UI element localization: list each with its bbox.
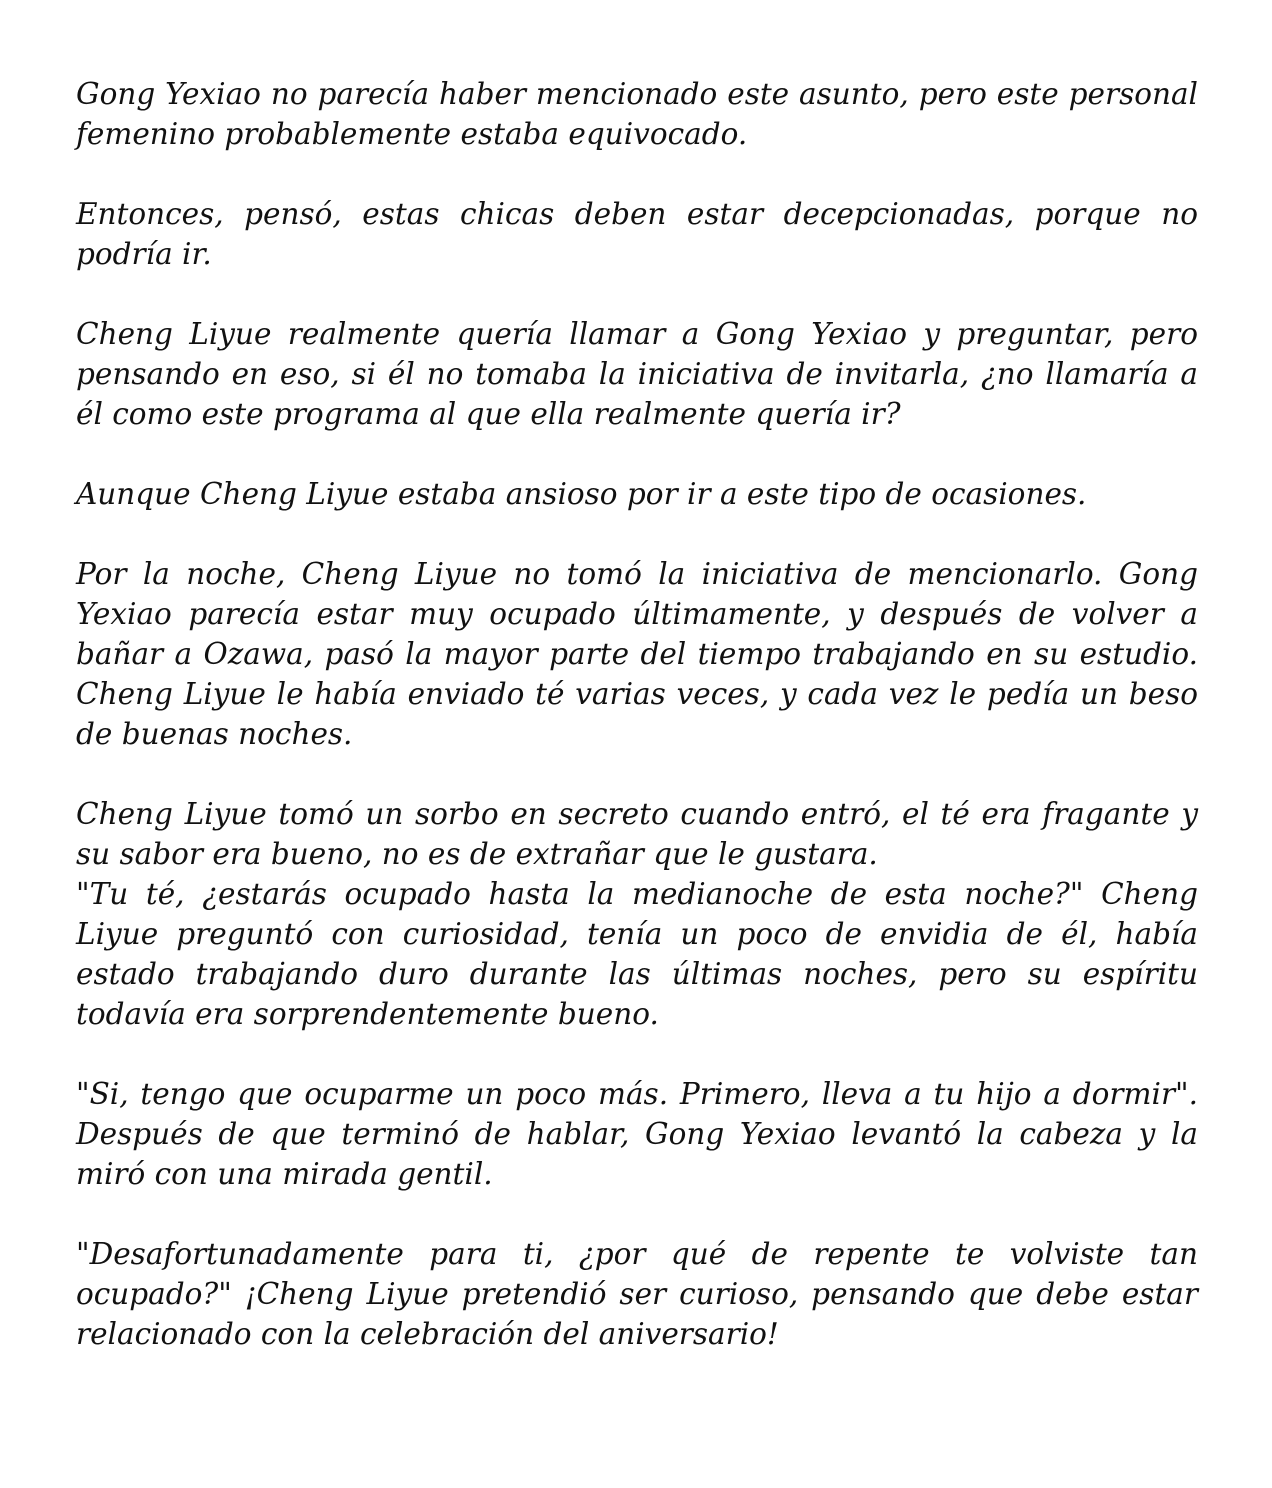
paragraph-2: Entonces, pensó, estas chicas deben estar decepcionadas, porque no podría ir. [76,197,1198,271]
paragraph-4: Aunque Cheng Liyue estaba ansioso por ir a este tipo de ocasiones. [76,477,1087,511]
paragraph-9: "Desafortunadamente para ti, ¿por qué de repente te volviste tan ocupado?" ¡Cheng Liyue pretendió ser curioso, pensando que debe estar relacionado con la celebración del aniversario! [76,1237,1198,1351]
paragraph-6: Cheng Liyue tomó un sorbo en secreto cuando entró, el té era fragante y su sabor era bueno, no es de extrañar que le gustara. [76,797,1198,871]
document-body [76,74,1198,1394]
paragraph-3: Cheng Liyue realmente quería llamar a Gong Yexiao y preguntar, pero pensando en eso, si él no tomaba la iniciativa de invitarla, ¿no llamaría a él como este programa al que ella realmente quería ir? [76,317,1198,431]
paragraph-5: Por la noche, Cheng Liyue no tomó la iniciativa de mencionarlo. Gong Yexiao parecía estar muy ocupado últimamente, y después de volver a bañar a Ozawa, pasó la mayor parte del tiempo trabajando en su estudio. Cheng Liyue le había enviado té varias veces, y cada vez le pedía un beso de buenas noches. [76,557,1198,751]
paragraph-8: "Si, tengo que ocuparme un poco más. Primero, lleva a tu hijo a dormir". Después de que terminó de hablar, Gong Yexiao levantó la cabeza y la miró con una mirada gentil. [76,1077,1198,1191]
paragraph-7: "Tu té, ¿estarás ocupado hasta la medianoche de esta noche?" Cheng Liyue preguntó con curiosidad, tenía un poco de envidia de él, había estado trabajando duro durante las últimas noches, pero su espíritu todavía era sorprendentemente bueno. [76,877,1198,1031]
paragraph-1: Gong Yexiao no parecía haber mencionado este asunto, pero este personal femenino probablemente estaba equivocado. [76,77,1198,151]
